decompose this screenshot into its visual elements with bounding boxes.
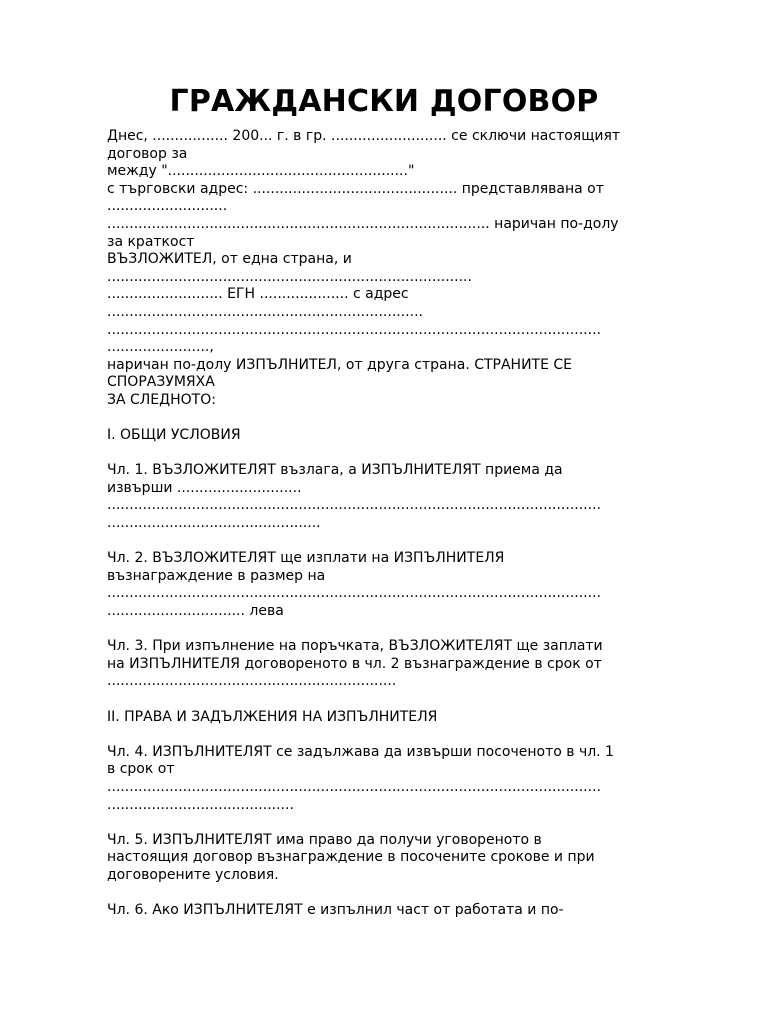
article-6-line-1: Чл. 6. Ако ИЗПЪЛНИТЕЛЯТ е изпълнил част от работата и по- xyxy=(107,902,564,919)
body-line-14: наричан по-долу ИЗПЪЛНИТЕЛ, от друга страна. СТРАНИТЕ СЕ xyxy=(107,356,573,373)
blank-line xyxy=(107,410,667,428)
blank-line xyxy=(107,691,667,709)
article-1-line-4: ................................................ xyxy=(107,515,321,532)
body-line-8: ВЪЗЛОЖИТЕЛ, от една страна, и xyxy=(107,251,352,268)
section-heading-2: II. ПРАВА И ЗАДЪЛЖЕНИЯ НА ИЗПЪЛНИТЕЛЯ xyxy=(107,708,438,725)
body-line-4: с търговски адрес: .............................................. представлявана от xyxy=(107,180,604,197)
section-heading-1: I. ОБЩИ УСЛОВИЯ xyxy=(107,427,241,444)
body-line-6: ...................................................................................... наричан по-долу xyxy=(107,215,619,232)
article-3-line-3: ................................................................. xyxy=(107,673,397,690)
body-line-12: ............................................................................................................... xyxy=(107,321,601,338)
blank-line xyxy=(107,533,667,551)
article-5-line-1: Чл. 5. ИЗПЪЛНИТЕЛЯТ има право да получи уговореното в xyxy=(107,831,542,848)
body-line-3: между "......................................................" xyxy=(107,163,415,180)
article-2-line-4: ............................... лева xyxy=(107,603,284,620)
article-4-line-4: .......................................... xyxy=(107,796,294,813)
article-1-line-2: извърши ............................ xyxy=(107,479,302,496)
article-1-line-1: Чл. 1. ВЪЗЛОЖИТЕЛЯТ възлага, а ИЗПЪЛНИТЕЛЯТ приема да xyxy=(107,462,563,479)
body-line-16: ЗА СЛЕДНОТО: xyxy=(107,391,216,408)
article-2-line-3: ............................................................................................................... xyxy=(107,585,601,602)
body-line-11: ....................................................................... xyxy=(107,303,423,320)
blank-line xyxy=(107,726,667,744)
article-2-line-1: Чл. 2. ВЪЗЛОЖИТЕЛЯТ ще изплати на ИЗПЪЛНИТЕЛЯ xyxy=(107,550,505,567)
blank-line xyxy=(107,621,667,639)
body-line-9: .................................................................................. xyxy=(107,268,472,285)
article-1-line-3: ............................................................................................................... xyxy=(107,497,601,514)
document-body xyxy=(107,128,667,920)
article-4-line-1: Чл. 4. ИЗПЪЛНИТЕЛЯТ се задължава да извърши посоченото в чл. 1 xyxy=(107,743,614,760)
body-line-5: ........................... xyxy=(107,198,228,215)
body-line-15: СПОРАЗУМЯХА xyxy=(107,374,215,391)
body-line-2: договор за xyxy=(107,145,188,162)
body-line-13: ......................., xyxy=(107,339,214,356)
article-4-line-3: ............................................................................................................... xyxy=(107,778,601,795)
document-title: ГРАЖДАНСКИ ДОГОВОР xyxy=(169,84,599,119)
article-2-line-2: възнаграждение в размер на xyxy=(107,567,326,584)
article-5-line-2: настоящия договор възнаграждение в посочените срокове и при xyxy=(107,849,595,866)
article-3-line-2: на ИЗПЪЛНИТЕЛЯ договореното в чл. 2 възнаграждение в срок от xyxy=(107,655,602,672)
blank-line xyxy=(107,814,667,832)
article-5-line-3: договорените условия. xyxy=(107,866,279,883)
body-line-10: .......................... ЕГН .................... с адрес xyxy=(107,286,409,303)
article-3-line-1: Чл. 3. При изпълнение на поръчката, ВЪЗЛОЖИТЕЛЯТ ще заплати xyxy=(107,638,603,655)
blank-line xyxy=(107,445,667,463)
body-line-7: за краткост xyxy=(107,233,195,250)
article-4-line-2: в срок от xyxy=(107,761,175,778)
body-line-1: Днес, ................. 200... г. в гр. .......................... се сключи настоящият xyxy=(107,128,621,144)
blank-line xyxy=(107,885,667,903)
